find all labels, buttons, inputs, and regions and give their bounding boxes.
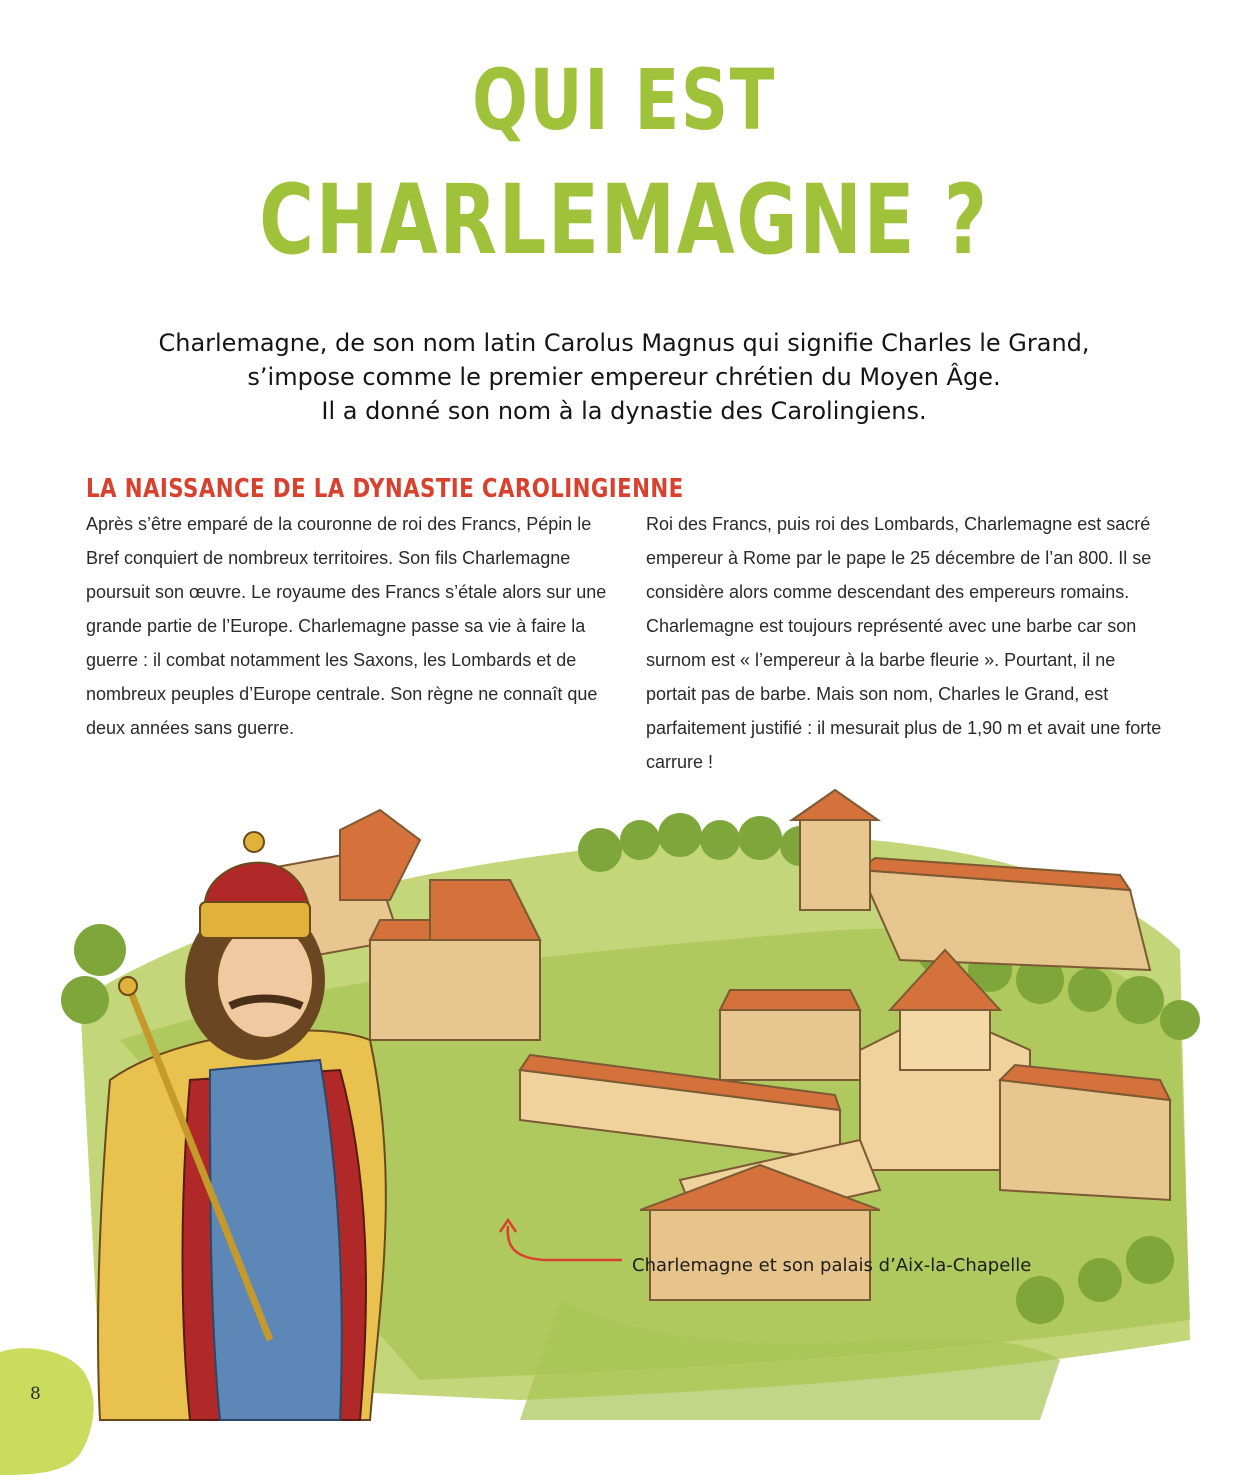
section-heading: LA NAISSANCE DE LA DYNASTIE CAROLINGIENNE: [86, 474, 684, 504]
left-column-paragraph: Après s’être emparé de la couronne de roi des Francs, Pépin le Bref conquiert de nombreux territoires. Son fils Charlemagne poursuit son œuvre. Le royaume des Francs s’étale alors sur une grande partie de l’Europe. Charlemagne passe sa vie à faire la guerre : il combat notamment les Saxons, les Lombards et de nombreux peuples d’Europe centrale. Son règne ne connaît que deux années sans guerre.: [86, 514, 607, 738]
page-number: 8: [30, 1384, 41, 1404]
title-line-1: QUI EST: [472, 51, 776, 149]
intro-text: [60, 326, 1188, 428]
intro-line-1: Charlemagne, de son nom latin Carolus Magnus qui signifie Charles le Grand,: [158, 329, 1090, 357]
illustration-caption: Charlemagne et son palais d’Aix-la-Chapelle: [632, 1255, 1032, 1276]
caption-arrow: [494, 1218, 624, 1268]
title-line-2: CHARLEMAGNE ?: [259, 164, 989, 276]
right-column-paragraph: Roi des Francs, puis roi des Lombards, Charlemagne est sacré empereur à Rome par le pape le 25 décembre de l’an 800. Il se considère alors comme descendant des empereurs romains. Charlemagne est toujours représenté avec une barbe car son surnom est « l’empereur à la barbe fleurie ». Pourtant, il ne portait pas de barbe. Mais son nom, Charles le Grand, est parfaitement justifié : il mesurait plus de 1,90 m et avait une forte carrure !: [646, 514, 1162, 772]
palace-illustration: [40, 780, 1230, 1440]
intro-line-2: s’impose comme le premier empereur chrétien du Moyen Âge.: [247, 363, 1001, 391]
intro-line-3: Il a donné son nom à la dynastie des Carolingiens.: [321, 397, 927, 425]
page-number-blob: [0, 1342, 96, 1475]
